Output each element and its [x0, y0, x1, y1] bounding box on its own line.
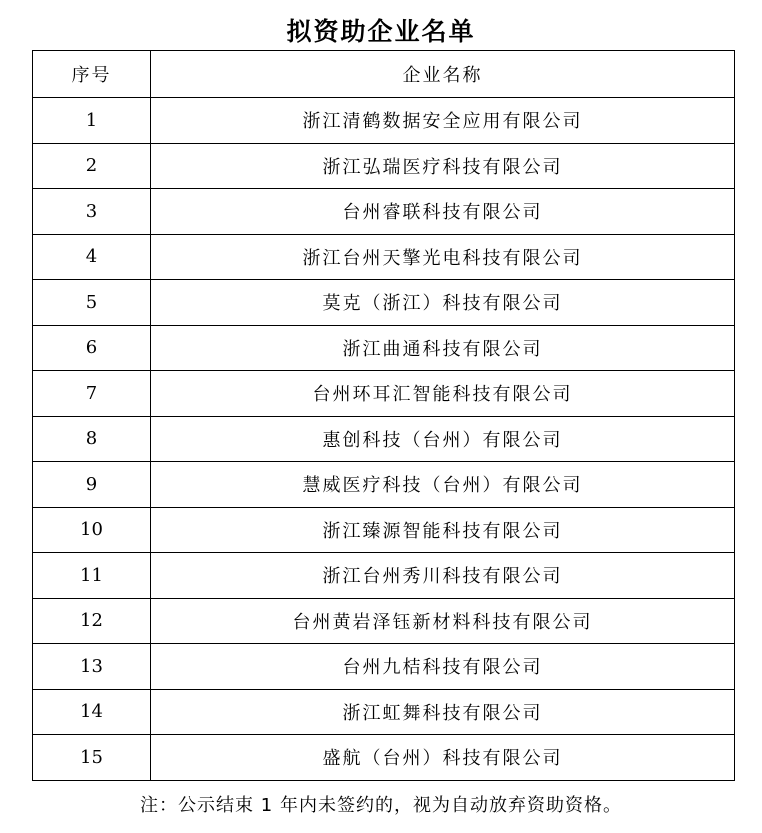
row-number: 6 — [33, 325, 151, 371]
company-name: 台州九桔科技有限公司 — [151, 644, 735, 690]
table-row — [33, 98, 735, 144]
row-number: 13 — [33, 644, 151, 690]
company-name: 浙江清鹤数据安全应用有限公司 — [151, 98, 735, 144]
table-header-row — [33, 51, 735, 98]
table-row — [33, 553, 735, 599]
table-row — [33, 234, 735, 280]
company-table — [32, 50, 735, 781]
table-row — [33, 189, 735, 235]
table-row — [33, 735, 735, 781]
company-name: 惠创科技（台州）有限公司 — [151, 416, 735, 462]
company-name: 浙江台州秀川科技有限公司 — [151, 553, 735, 599]
row-number: 12 — [33, 598, 151, 644]
column-header-no: 序号 — [33, 51, 151, 98]
table-row — [33, 143, 735, 189]
table-row — [33, 416, 735, 462]
row-number: 9 — [33, 462, 151, 508]
row-number: 5 — [33, 280, 151, 326]
row-number: 10 — [33, 507, 151, 553]
company-name: 浙江台州天擎光电科技有限公司 — [151, 234, 735, 280]
company-name: 台州环耳汇智能科技有限公司 — [151, 371, 735, 417]
row-number: 2 — [33, 143, 151, 189]
row-number: 11 — [33, 553, 151, 599]
row-number: 4 — [33, 234, 151, 280]
company-name: 慧威医疗科技（台州）有限公司 — [151, 462, 735, 508]
company-name: 浙江弘瑞医疗科技有限公司 — [151, 143, 735, 189]
row-number: 7 — [33, 371, 151, 417]
row-number: 14 — [33, 689, 151, 735]
page-title: 拟资助企业名单 — [286, 17, 476, 46]
company-name: 盛航（台州）科技有限公司 — [151, 735, 735, 781]
company-name: 浙江虹舞科技有限公司 — [151, 689, 735, 735]
company-name: 台州睿联科技有限公司 — [151, 189, 735, 235]
table-row — [33, 689, 735, 735]
column-header-name: 企业名称 — [151, 51, 735, 98]
row-number: 1 — [33, 98, 151, 144]
table-row — [33, 598, 735, 644]
table-row — [33, 325, 735, 371]
company-name: 莫克（浙江）科技有限公司 — [151, 280, 735, 326]
table-row — [33, 507, 735, 553]
table-row — [33, 280, 735, 326]
row-number: 8 — [33, 416, 151, 462]
company-name: 浙江曲通科技有限公司 — [151, 325, 735, 371]
row-number: 15 — [33, 735, 151, 781]
company-name: 浙江臻源智能科技有限公司 — [151, 507, 735, 553]
table-row — [33, 644, 735, 690]
footnote: 注：公示结束 1 年内未签约的，视为自动放弃资助资格。 — [140, 795, 622, 816]
table-row — [33, 462, 735, 508]
row-number: 3 — [33, 189, 151, 235]
company-name: 台州黄岩泽钰新材料科技有限公司 — [151, 598, 735, 644]
table-row — [33, 371, 735, 417]
